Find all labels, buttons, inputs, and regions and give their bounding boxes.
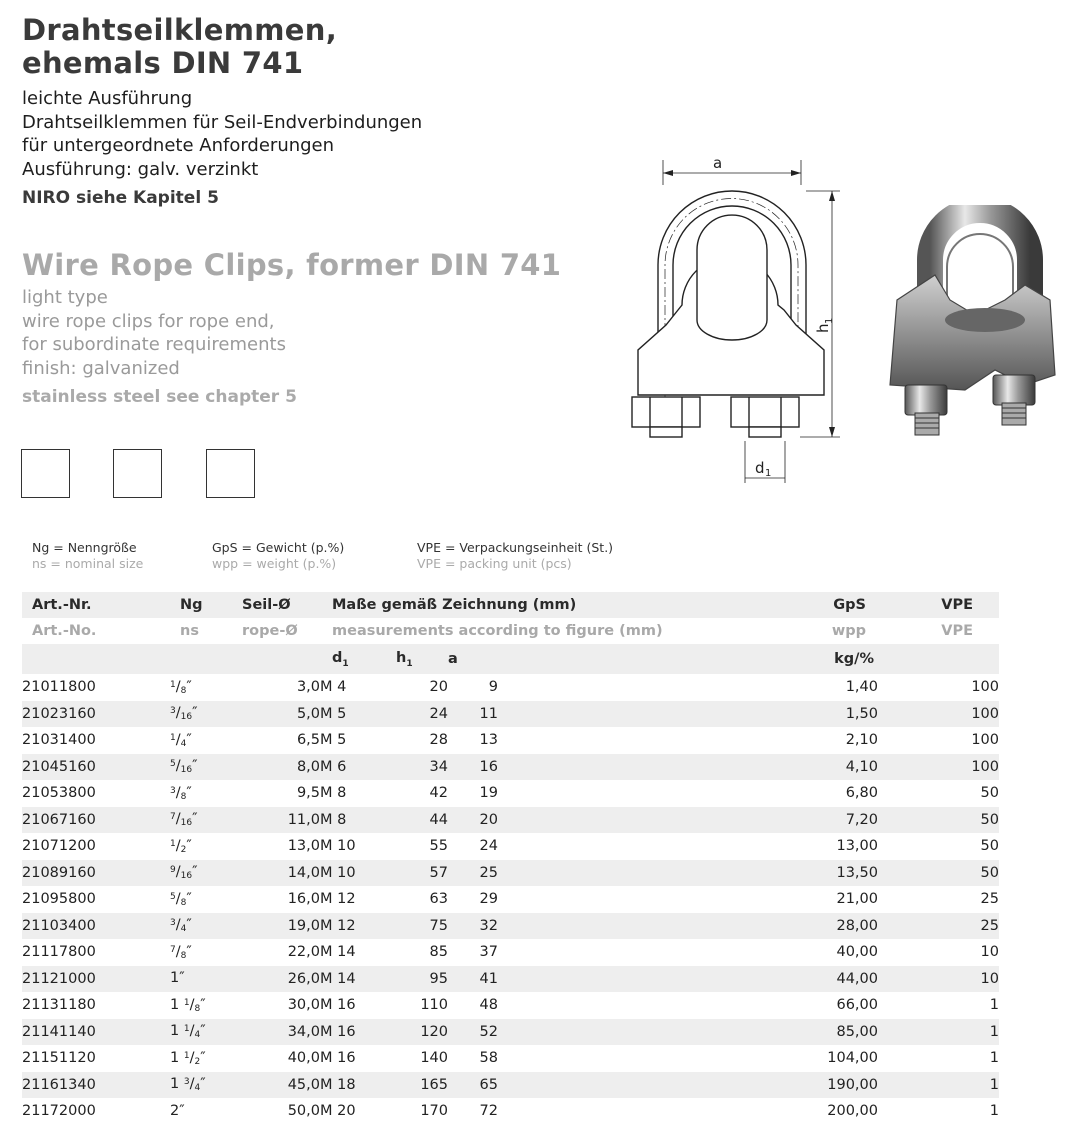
cell-weight: 85,00	[836, 1023, 878, 1040]
cell-packing-unit: 100	[971, 705, 999, 722]
cell-h1: 57	[429, 864, 448, 881]
cell-weight: 7,20	[845, 811, 878, 828]
legend-ng	[32, 540, 143, 572]
cell-h1: 110	[420, 997, 448, 1014]
ng-inch-mark: ″	[200, 1076, 206, 1093]
ng-denominator: 16	[180, 818, 193, 829]
cell-a: 16	[479, 758, 498, 775]
cell-a: 41	[479, 970, 498, 987]
cell-art-no: 21071200	[22, 838, 96, 855]
cell-rope-diameter: 6,5	[296, 732, 320, 749]
cell-nominal-size: $^9/_{16}''$	[170, 864, 198, 882]
cell-art-no: 21117800	[22, 944, 96, 961]
cell-rope-diameter: 26,0	[287, 970, 320, 987]
ng-denominator: 4	[194, 1083, 201, 1094]
ng-denominator: 8	[180, 897, 187, 908]
cell-rope-diameter: 8,0	[296, 758, 320, 775]
product-photo	[875, 205, 1060, 450]
product-table	[22, 592, 999, 1125]
ng-numerator: 5	[170, 891, 176, 902]
cell-h1: 63	[429, 891, 448, 908]
cell-packing-unit: 100	[971, 732, 999, 749]
col-meas: Maße gemäß Zeichnung (mm)	[332, 597, 577, 613]
ng-inch-mark: ″	[200, 1023, 206, 1040]
cell-spacer	[498, 992, 798, 1019]
page-title	[22, 14, 337, 80]
cell-rope-diameter: 50,0	[287, 1103, 320, 1120]
cell-weight: 190,00	[827, 1076, 878, 1093]
cell-h1: 28	[429, 732, 448, 749]
cell-art-no: 21045160	[22, 758, 96, 775]
col-vpe: VPE	[941, 597, 973, 613]
ng-denominator: 8	[180, 950, 187, 961]
ng-inch-mark: ″	[192, 705, 198, 722]
ng-numerator: 9	[170, 865, 176, 876]
cell-spacer	[498, 701, 798, 728]
cell-d1: M 6	[320, 758, 347, 775]
legend-gps	[212, 540, 344, 572]
col-a: a	[448, 651, 458, 667]
cell-h1: 120	[420, 1023, 448, 1040]
ng-numerator: 1	[183, 997, 190, 1008]
cell-spacer	[498, 1045, 798, 1072]
cell-nominal-size: $^7/_{16}''$	[170, 811, 198, 829]
ng-inch-mark: ″	[192, 864, 198, 881]
cell-weight: 40,00	[836, 944, 878, 961]
cell-d1: M 16	[320, 997, 356, 1014]
dim-d1-label: d	[755, 459, 765, 477]
col-d1	[320, 644, 384, 674]
cell-spacer	[498, 939, 798, 966]
ng-denominator: 4	[194, 1030, 201, 1041]
ng-numerator: 3	[183, 1077, 190, 1088]
col-d1-label: d	[332, 649, 343, 666]
table-body	[22, 674, 999, 1125]
cell-packing-unit: 10	[980, 944, 999, 961]
cell-a: 11	[479, 705, 498, 722]
cell-art-no: 21121000	[22, 970, 96, 987]
ng-whole: 1	[170, 1076, 184, 1093]
cell-packing-unit: 25	[980, 917, 999, 934]
cell-packing-unit: 50	[980, 838, 999, 855]
table-row	[22, 966, 999, 993]
cell-h1: 20	[429, 679, 448, 696]
technical-drawing	[620, 145, 850, 490]
cell-spacer	[498, 780, 798, 807]
table-row	[22, 1019, 999, 1046]
cell-spacer	[498, 860, 798, 887]
col-h1-label: h	[396, 649, 407, 666]
empty-box-3	[206, 449, 255, 498]
legend-vpe-en: VPE = packing unit (pcs)	[417, 556, 572, 571]
legend-ng-en: ns = nominal size	[32, 556, 144, 571]
cell-rope-diameter: 9,5	[296, 785, 320, 802]
cell-nominal-size: $^5/_8''$	[170, 890, 192, 908]
cell-a: 72	[479, 1103, 498, 1120]
cell-a: 19	[479, 785, 498, 802]
cell-weight: 66,00	[836, 997, 878, 1014]
cell-d1: M 4	[320, 679, 347, 696]
ng-numerator: 3	[170, 918, 176, 929]
table-row	[22, 992, 999, 1019]
ng-numerator: 7	[170, 812, 176, 823]
cell-d1: M 5	[320, 705, 347, 722]
cell-nominal-size: $^3/_8''$	[170, 784, 192, 802]
cell-nominal-size: $^1/_2''$	[170, 837, 192, 855]
ng-numerator: 1	[170, 838, 176, 849]
cell-weight: 21,00	[836, 891, 878, 908]
cell-packing-unit: 1	[989, 997, 999, 1014]
cell-rope-diameter: 30,0	[287, 997, 320, 1014]
ng-whole: 1	[170, 996, 184, 1013]
table-row	[22, 1072, 999, 1099]
cell-h1: 24	[429, 705, 448, 722]
cell-spacer	[498, 966, 798, 993]
cell-a: 24	[479, 838, 498, 855]
cell-d1: M 20	[320, 1103, 356, 1120]
cell-art-no: 21131180	[22, 997, 96, 1014]
desc-en-line: finish: galvanized	[22, 357, 180, 379]
cell-a: 52	[479, 1023, 498, 1040]
col-ng: Ng	[180, 597, 203, 613]
cell-h1: 44	[429, 811, 448, 828]
header-row-sub	[22, 644, 999, 674]
empty-box-2	[113, 449, 162, 498]
cell-d1: M 18	[320, 1076, 356, 1093]
ng-inch-mark: ″	[186, 678, 192, 695]
cell-rope-diameter: 19,0	[287, 917, 320, 934]
cell-a: 58	[479, 1050, 498, 1067]
ng-numerator: 3	[170, 785, 176, 796]
cell-nominal-size: 1 $^1/_4''$	[170, 1023, 206, 1041]
cell-packing-unit: 1	[989, 1076, 999, 1093]
legend-vpe-de: VPE = Verpackungseinheit (St.)	[417, 540, 614, 555]
table-row	[22, 1098, 999, 1125]
table-row	[22, 886, 999, 913]
cell-h1: 55	[429, 838, 448, 855]
cell-a: 37	[479, 944, 498, 961]
cell-spacer	[498, 1072, 798, 1099]
cell-weight: 1,40	[845, 679, 878, 696]
description-de	[22, 87, 422, 181]
table-row	[22, 780, 999, 807]
cell-h1: 170	[420, 1103, 448, 1120]
cell-spacer	[498, 1098, 798, 1125]
ng-inch-mark: ″	[192, 811, 198, 828]
table-row	[22, 754, 999, 781]
ng-whole: 1″	[170, 970, 185, 987]
table-row	[22, 939, 999, 966]
table-row	[22, 1045, 999, 1072]
ng-denominator: 16	[180, 871, 193, 882]
cell-weight: 44,00	[836, 970, 878, 987]
cell-nominal-size: $^3/_4''$	[170, 917, 192, 935]
cell-weight: 6,80	[845, 785, 878, 802]
ng-inch-mark: ″	[186, 784, 192, 801]
cell-rope-diameter: 45,0	[287, 1076, 320, 1093]
cell-packing-unit: 10	[980, 970, 999, 987]
cell-h1: 85	[429, 944, 448, 961]
cell-rope-diameter: 34,0	[287, 1023, 320, 1040]
desc-en-line: for subordinate requirements	[22, 334, 286, 355]
cell-nominal-size: 1 $^3/_4''$	[170, 1076, 206, 1094]
cell-h1: 95	[429, 970, 448, 987]
cell-weight: 13,50	[836, 864, 878, 881]
cell-art-no: 21172000	[22, 1103, 96, 1120]
col-gps-en: wpp	[831, 623, 866, 639]
cell-spacer	[498, 913, 798, 940]
ng-inch-mark: ″	[186, 890, 192, 907]
col-h1-sub: 1	[406, 658, 413, 669]
english-title: Wire Rope Clips, former DIN 741	[22, 248, 562, 282]
cell-art-no: 21151120	[22, 1050, 96, 1067]
cell-rope-diameter: 22,0	[287, 944, 320, 961]
ng-denominator: 2	[194, 1056, 201, 1067]
cell-d1: M 8	[320, 811, 347, 828]
cell-packing-unit: 100	[971, 758, 999, 775]
col-rope-en: rope-Ø	[242, 623, 298, 639]
cell-d1: M 16	[320, 1023, 356, 1040]
cell-h1: 34	[429, 758, 448, 775]
cell-art-no: 21141140	[22, 1023, 96, 1040]
cell-rope-diameter: 11,0	[287, 811, 320, 828]
header-row-de	[22, 592, 999, 618]
cell-h1: 42	[429, 785, 448, 802]
cell-packing-unit: 1	[989, 1023, 999, 1040]
ng-numerator: 1	[170, 679, 176, 690]
legend-gps-de: GpS = Gewicht (p.%)	[212, 540, 345, 555]
dim-h1-sub: 1	[824, 317, 835, 324]
desc-en-line: light type	[22, 287, 108, 308]
cell-weight: 13,00	[836, 838, 878, 855]
cell-d1: M 14	[320, 970, 356, 987]
cell-weight: 1,50	[845, 705, 878, 722]
cell-rope-diameter: 3,0	[296, 679, 320, 696]
stainless-note: stainless steel see chapter 5	[22, 387, 297, 407]
ng-whole: 2″	[170, 1102, 185, 1119]
cell-spacer	[498, 833, 798, 860]
cell-a: 13	[479, 732, 498, 749]
dim-d1-sub: 1	[765, 468, 772, 479]
desc-de-line: leichte Ausführung	[22, 88, 193, 109]
legend-vpe	[417, 540, 613, 572]
cell-a: 25	[479, 864, 498, 881]
ng-numerator: 1	[183, 1050, 190, 1061]
cell-weight: 104,00	[827, 1050, 878, 1067]
dim-a-label: a	[713, 154, 723, 172]
ng-denominator: 16	[180, 712, 193, 723]
cell-art-no: 21103400	[22, 917, 96, 934]
table-row	[22, 701, 999, 728]
cell-art-no: 21011800	[22, 679, 96, 696]
ng-inch-mark: ″	[186, 837, 192, 854]
ng-inch-mark: ″	[200, 996, 206, 1013]
cell-d1: M 12	[320, 917, 356, 934]
cell-a: 20	[479, 811, 498, 828]
cell-d1: M 12	[320, 891, 356, 908]
col-meas-en: measurements according to figure (mm)	[332, 623, 663, 639]
niro-note: NIRO siehe Kapitel 5	[22, 188, 219, 208]
col-art: Art.-Nr.	[32, 597, 92, 613]
cell-weight: 200,00	[827, 1103, 878, 1120]
col-rope: Seil-Ø	[242, 597, 291, 613]
desc-de-line: Drahtseilklemmen für Seil-Endverbindungen	[22, 111, 423, 133]
col-gps: GpS	[833, 597, 866, 613]
cell-spacer	[498, 886, 798, 913]
header-row-en	[22, 618, 999, 644]
cell-nominal-size: $^3/_{16}''$	[170, 705, 198, 723]
cell-nominal-size: $^1/_4''$	[170, 731, 192, 749]
col-h1	[384, 644, 448, 674]
col-vpe-en: VPE	[941, 623, 973, 639]
cell-weight: 4,10	[845, 758, 878, 775]
desc-en-line: wire rope clips for rope end,	[22, 310, 275, 332]
cell-packing-unit: 50	[980, 785, 999, 802]
cell-art-no: 21053800	[22, 785, 96, 802]
cell-d1: M 16	[320, 1050, 356, 1067]
cell-rope-diameter: 5,0	[296, 705, 320, 722]
ng-inch-mark: ″	[186, 731, 192, 748]
cell-d1: M 14	[320, 944, 356, 961]
desc-de-line: Ausführung: galv. verzinkt	[22, 158, 259, 180]
cell-nominal-size: 1 $^1/_8''$	[170, 996, 206, 1014]
title-line-2: ehemals DIN 741	[22, 46, 304, 80]
cell-d1: M 10	[320, 864, 356, 881]
ng-inch-mark: ″	[192, 758, 198, 775]
cell-art-no: 21095800	[22, 891, 96, 908]
desc-de-line: für untergeordnete Anforderungen	[22, 135, 335, 156]
table-row	[22, 807, 999, 834]
table-row	[22, 833, 999, 860]
cell-spacer	[498, 1019, 798, 1046]
ng-denominator: 4	[180, 924, 187, 935]
cell-h1: 140	[420, 1050, 448, 1067]
col-art-en: Art.-No.	[32, 623, 97, 639]
ng-whole: 1	[170, 1049, 184, 1066]
ng-inch-mark: ″	[186, 917, 192, 934]
legend-gps-en: wpp = weight (p.%)	[212, 556, 337, 571]
table-row	[22, 860, 999, 887]
cell-a: 29	[479, 891, 498, 908]
ng-numerator: 1	[183, 1024, 190, 1035]
cell-art-no: 21161340	[22, 1076, 96, 1093]
table-row	[22, 913, 999, 940]
cell-packing-unit: 1	[989, 1103, 999, 1120]
cell-nominal-size	[170, 966, 242, 993]
cell-weight: 28,00	[836, 917, 878, 934]
cell-packing-unit: 100	[971, 679, 999, 696]
ng-numerator: 5	[170, 759, 176, 770]
cell-spacer	[498, 674, 798, 701]
cell-d1: M 5	[320, 732, 347, 749]
col-ng-en: ns	[180, 623, 199, 639]
cell-rope-diameter: 16,0	[287, 891, 320, 908]
ng-denominator: 4	[180, 738, 187, 749]
col-d1-sub: 1	[342, 658, 349, 669]
ng-denominator: 16	[180, 765, 193, 776]
table-row	[22, 674, 999, 701]
cell-packing-unit: 25	[980, 891, 999, 908]
cell-packing-unit: 50	[980, 811, 999, 828]
ng-denominator: 8	[180, 791, 187, 802]
cell-packing-unit: 50	[980, 864, 999, 881]
cell-nominal-size: $^5/_{16}''$	[170, 758, 198, 776]
cell-weight: 2,10	[845, 732, 878, 749]
ng-inch-mark: ″	[186, 943, 192, 960]
ng-denominator: 2	[180, 844, 187, 855]
col-unit: kg/%	[834, 651, 874, 667]
ng-numerator: 1	[170, 732, 176, 743]
cell-art-no: 21067160	[22, 811, 96, 828]
cell-rope-diameter: 13,0	[287, 838, 320, 855]
cell-h1: 75	[429, 917, 448, 934]
cell-a: 32	[479, 917, 498, 934]
cell-a: 9	[488, 679, 498, 696]
ng-numerator: 3	[170, 706, 176, 717]
cell-nominal-size: 1 $^1/_2''$	[170, 1049, 206, 1067]
cell-spacer	[498, 807, 798, 834]
cell-a: 48	[479, 997, 498, 1014]
cell-art-no: 21031400	[22, 732, 96, 749]
cell-nominal-size: $^7/_8''$	[170, 943, 192, 961]
ng-whole: 1	[170, 1023, 184, 1040]
cell-d1: M 10	[320, 838, 356, 855]
table-row	[22, 727, 999, 754]
cell-a: 65	[479, 1076, 498, 1093]
legend-ng-de: Ng = Nenngröße	[32, 540, 137, 555]
cell-rope-diameter: 14,0	[287, 864, 320, 881]
title-line-1: Drahtseilklemmen,	[22, 13, 338, 47]
description-en	[22, 286, 286, 380]
cell-h1: 165	[420, 1076, 448, 1093]
cell-spacer	[498, 727, 798, 754]
ng-inch-mark: ″	[200, 1049, 206, 1066]
ng-numerator: 7	[170, 944, 176, 955]
cell-nominal-size: $^1/_8''$	[170, 678, 192, 696]
dim-h1-label: h	[814, 323, 832, 333]
cell-art-no: 21089160	[22, 864, 96, 881]
ng-denominator: 8	[180, 685, 187, 696]
cell-packing-unit: 1	[989, 1050, 999, 1067]
cell-art-no: 21023160	[22, 705, 96, 722]
cell-d1: M 8	[320, 785, 347, 802]
ng-denominator: 8	[194, 1003, 201, 1014]
cell-rope-diameter: 40,0	[287, 1050, 320, 1067]
cell-spacer	[498, 754, 798, 781]
cell-nominal-size	[170, 1098, 242, 1125]
empty-box-1	[21, 449, 70, 498]
